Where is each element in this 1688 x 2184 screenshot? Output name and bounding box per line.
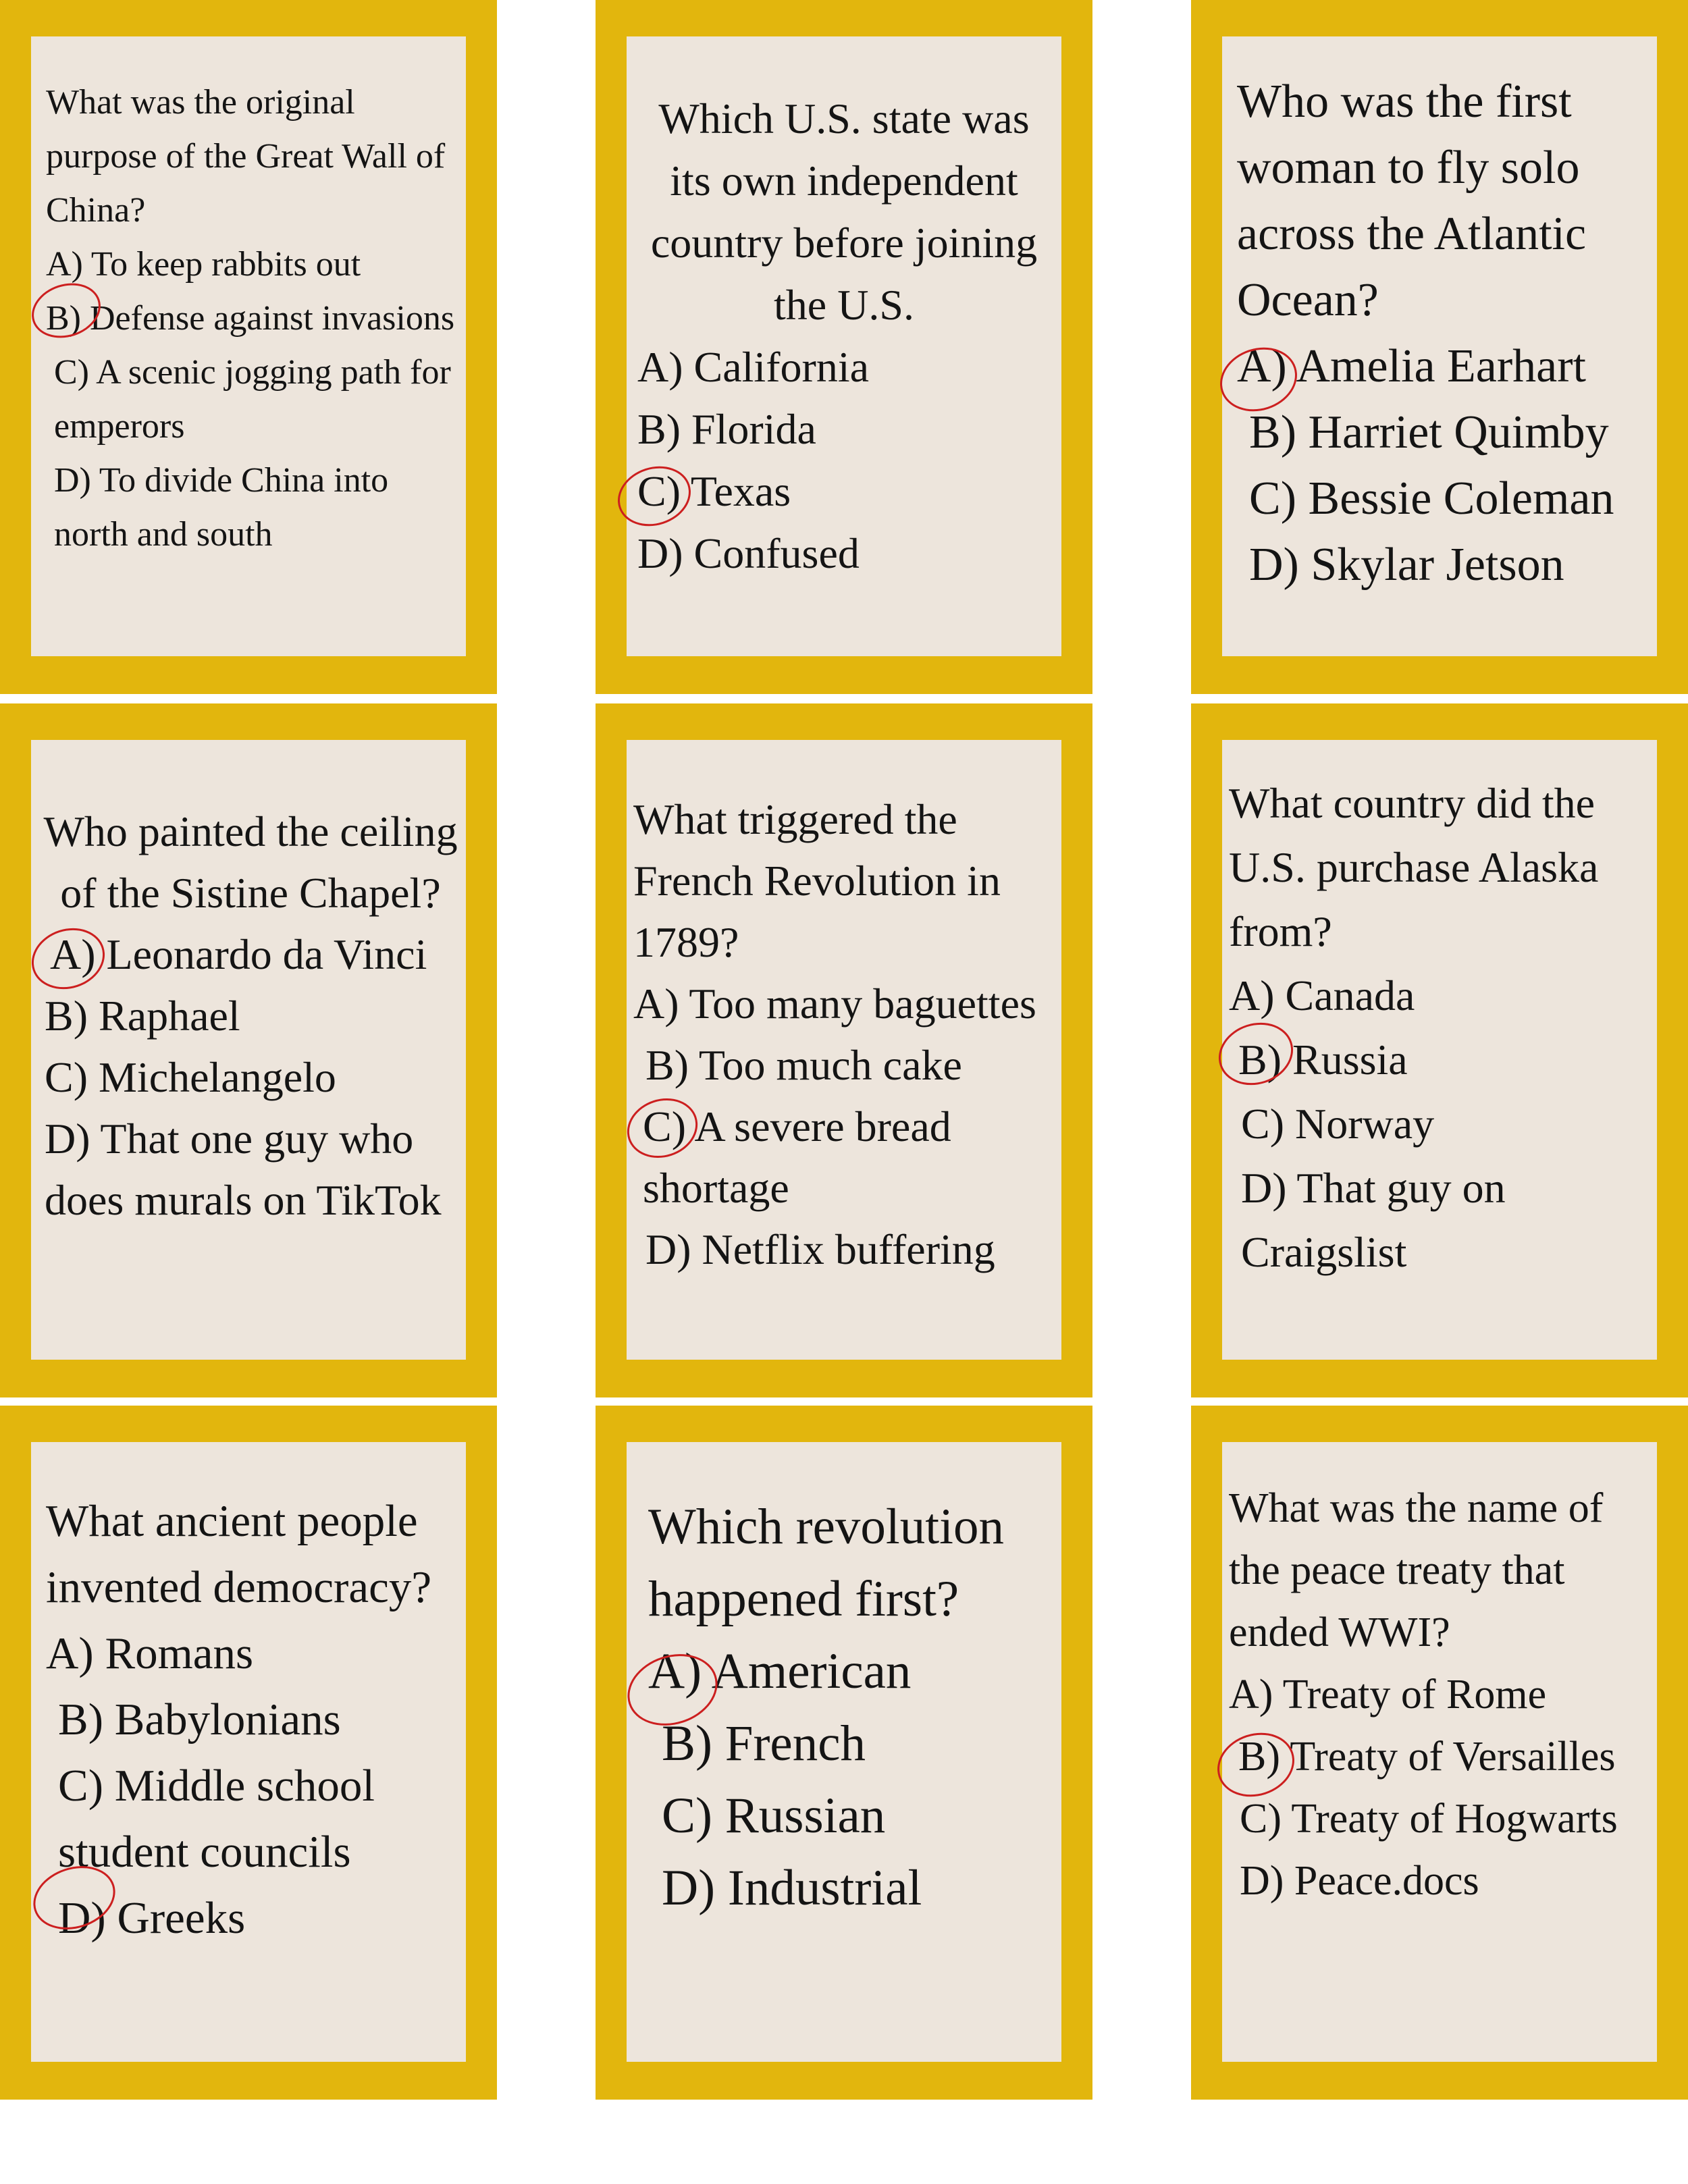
quiz-card-6 (1191, 703, 1688, 1397)
option-b: B) Florida (637, 405, 816, 453)
question-text: Which revolution happened first? (648, 1499, 1004, 1627)
option-d: D) Greeks (58, 1893, 246, 1943)
option-c: C) Bessie Coleman (1249, 473, 1614, 525)
option-b: B) French (662, 1715, 866, 1772)
option-b: B) Russia (1238, 1036, 1408, 1084)
question-text: Who was the first woman to fly solo across the Atlantic Ocean? (1237, 76, 1587, 326)
option-c: C) A scenic jogging path for emperors (54, 353, 451, 446)
quiz-card-4 (0, 703, 497, 1397)
option-d: D) That guy on Craigslist (1241, 1164, 1506, 1276)
quiz-card-9 (1191, 1406, 1688, 2100)
card-text (627, 1442, 1061, 1924)
quiz-card-7 (0, 1406, 497, 2100)
option-a: A) Too many baguettes (633, 980, 1036, 1028)
option-b: B) Babylonians (58, 1695, 341, 1744)
quiz-card-5 (596, 703, 1092, 1397)
option-a: A) To keep rabbits out (46, 245, 361, 284)
card-face (31, 1442, 466, 2062)
option-a: A) Treaty of Rome (1229, 1672, 1547, 1717)
card-text (1222, 740, 1657, 1284)
card-face (1222, 1442, 1657, 2062)
option-b: B) Treaty of Versailles (1238, 1734, 1616, 1780)
option-c: C) Russian (662, 1788, 886, 1844)
question-text: Who painted the ceiling of the Sistine Chapel? (43, 807, 458, 917)
card-text (1222, 36, 1657, 598)
question-text: What was the original purpose of the Great Wall of China? (46, 83, 446, 230)
option-c: C) Michelangelo (45, 1053, 336, 1101)
card-face (627, 740, 1061, 1360)
option-a: A) Amelia Earhart (1237, 340, 1587, 392)
option-d: D) To divide China into north and south (54, 461, 389, 554)
card-face (31, 740, 466, 1360)
question-text: Which U.S. state was its own independent country before joining the U.S. (650, 95, 1038, 329)
quiz-card-3 (1191, 0, 1688, 694)
quiz-card-1 (0, 0, 497, 694)
card-text (31, 36, 466, 562)
option-c: C) Norway (1241, 1100, 1435, 1148)
card-text (31, 1442, 466, 1951)
question-text: What ancient people invented democracy? (46, 1496, 432, 1612)
option-a: A) Canada (1229, 971, 1415, 1019)
quiz-card-2 (596, 0, 1092, 694)
option-d: D) Peace.docs (1240, 1858, 1479, 1904)
card-face (1222, 36, 1657, 656)
card-text (627, 36, 1061, 585)
option-d: D) Skylar Jetson (1249, 539, 1564, 591)
question-text: What triggered the French Revolution in 1789? (633, 795, 1001, 966)
quiz-card-8 (596, 1406, 1092, 2100)
option-d: D) That one guy who does murals on TikTok (45, 1115, 442, 1224)
card-face (627, 36, 1061, 656)
option-b: B) Harriet Quimby (1249, 406, 1609, 458)
option-b: B) Too much cake (645, 1041, 962, 1089)
card-face (1222, 740, 1657, 1360)
option-c: C) Treaty of Hogwarts (1240, 1796, 1618, 1842)
option-d: D) Industrial (662, 1860, 922, 1916)
option-a: A) American (648, 1643, 912, 1699)
option-b: B) Raphael (45, 992, 240, 1040)
option-d: D) Confused (637, 529, 860, 577)
option-a: A) California (637, 343, 869, 391)
card-text (627, 740, 1061, 1280)
option-a: A) Leonardo da Vinci (50, 930, 427, 978)
card-text (31, 740, 466, 1231)
option-c: C) Texas (637, 467, 791, 515)
option-a: A) Romans (46, 1628, 254, 1678)
question-text: What country did the U.S. purchase Alaska from? (1229, 779, 1599, 955)
option-c: C) A severe bread shortage (643, 1102, 951, 1212)
option-b: B) Defense against invasions (46, 299, 455, 338)
option-d: D) Netflix buffering (645, 1225, 995, 1273)
card-face (627, 1442, 1061, 2062)
card-text (1222, 1442, 1657, 1912)
option-c: C) Middle school student councils (58, 1761, 375, 1877)
question-text: What was the name of the peace treaty that ended WWI? (1229, 1485, 1604, 1655)
card-face (31, 36, 466, 656)
